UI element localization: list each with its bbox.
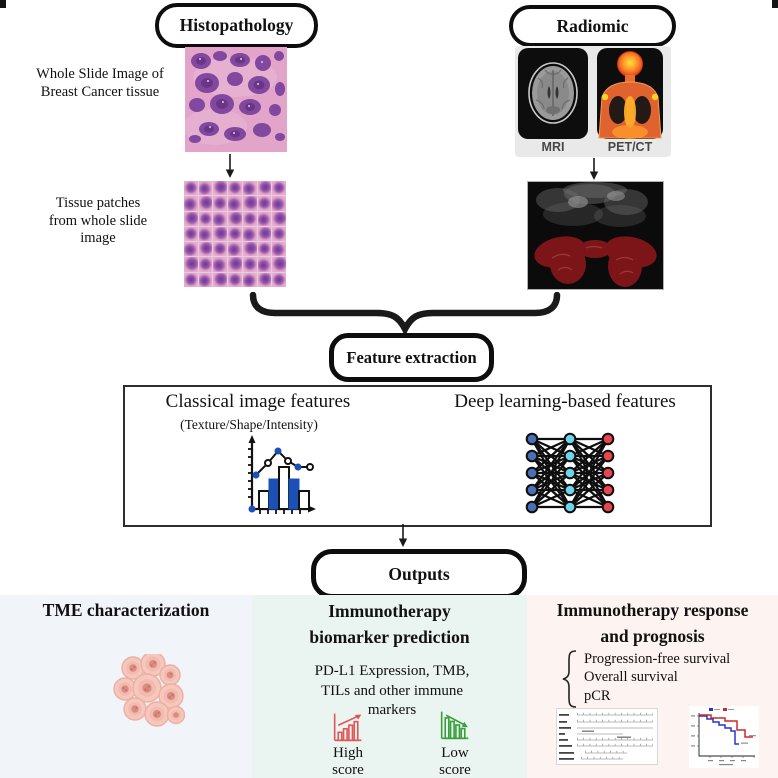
tissue-patch	[272, 242, 286, 256]
wsi-caption-line1: Whole Slide Image of	[36, 66, 164, 82]
tissue-patch	[272, 227, 286, 241]
tissue-patch	[272, 181, 286, 195]
tissue-patch	[258, 212, 272, 226]
feature-extraction-pill	[329, 333, 494, 382]
classical-features-subtitle: (Texture/Shape/Intensity)	[180, 417, 318, 432]
tissue-patch	[243, 181, 257, 195]
patches-caption-line2: from whole slide	[48, 212, 148, 229]
histogram-chart-icon	[240, 433, 322, 517]
neural-network-icon	[522, 430, 618, 516]
tme-panel-title: TME characterization	[42, 600, 210, 620]
classical-features-title: Classical image features	[165, 391, 351, 412]
corner-mark	[772, 0, 778, 8]
segmented-breast-image	[527, 181, 664, 290]
tissue-patch	[243, 227, 257, 241]
tissue-patch	[272, 257, 286, 271]
low-score-icon	[439, 709, 471, 741]
tissue-patch	[213, 273, 227, 287]
feature-extraction-label: Feature extraction	[346, 347, 477, 367]
tissue-patch	[213, 242, 227, 256]
tissue-patch	[184, 181, 198, 195]
tissue-patch	[243, 242, 257, 256]
tissue-patches-image	[184, 181, 286, 287]
tissue-patch	[243, 196, 257, 210]
wsi-caption	[25, 66, 175, 101]
response-panel-title	[530, 597, 775, 649]
patches-caption-line1: Tissue patches	[55, 195, 141, 211]
tissue-patch	[228, 273, 242, 287]
tissue-patch	[258, 227, 272, 241]
mri-label: MRI	[541, 140, 565, 154]
tissue-patch	[258, 257, 272, 271]
tissue-patch	[184, 196, 198, 210]
biomarker-body-line1: PD-L1 Expression, TMB,	[314, 663, 470, 679]
response-title-line2: and prognosis	[600, 626, 705, 646]
radiomic-pill-label: Radiomic	[556, 15, 629, 36]
down-arrow-icon	[397, 524, 409, 548]
histopathology-pill-label: Histopathology	[179, 15, 294, 35]
kaplan-meier-thumbnail	[689, 706, 759, 768]
biomarker-body-line3: markers	[367, 702, 417, 718]
tissue-patch	[228, 257, 242, 271]
response-item: Progression-free survival	[584, 651, 731, 667]
tissue-patch	[184, 242, 198, 256]
pet-ct-body-image	[597, 48, 663, 139]
tissue-patch	[199, 181, 213, 195]
petct-label: PET/CT	[607, 140, 653, 154]
response-title-line1: Immunotherapy response	[556, 600, 749, 620]
deep-features-title: Deep learning-based features	[454, 391, 676, 412]
tissue-patch	[272, 196, 286, 210]
response-item: Overall survival	[584, 669, 678, 685]
histopathology-pill	[155, 3, 318, 48]
biomarker-title-line2: biomarker prediction	[309, 627, 470, 647]
tumor-cells-illustration	[113, 654, 185, 729]
tissue-patch	[213, 227, 227, 241]
biomarker-panel-title	[262, 598, 517, 650]
tissue-patch	[228, 242, 242, 256]
tissue-patch	[243, 212, 257, 226]
high-score-label: High score	[332, 745, 364, 778]
tissue-patch	[213, 181, 227, 195]
tissue-patch	[258, 273, 272, 287]
corner-mark	[0, 0, 6, 8]
outputs-label: Outputs	[388, 563, 450, 584]
tissue-patch	[199, 196, 213, 210]
wsi-histology-image	[185, 47, 287, 152]
outputs-pill	[311, 549, 527, 599]
tissue-patch	[199, 227, 213, 241]
nomogram-thumbnail	[556, 708, 658, 765]
biomarker-body-line2: TILs and other immune	[320, 682, 464, 699]
low-score-label: Low score	[439, 745, 471, 778]
tissue-patch	[243, 257, 257, 271]
converging-brace-icon	[249, 292, 561, 334]
tissue-patch	[272, 212, 286, 226]
response-item: pCR	[584, 688, 611, 704]
tissue-patch	[199, 257, 213, 271]
tissue-patch	[184, 257, 198, 271]
radiomic-pill	[509, 5, 676, 47]
tissue-patch	[199, 273, 213, 287]
tissue-patch	[228, 181, 242, 195]
tissue-patch	[184, 227, 198, 241]
patches-caption	[33, 195, 163, 248]
tissue-patch	[213, 257, 227, 271]
tissue-patch	[272, 273, 286, 287]
down-arrow-icon	[588, 158, 600, 181]
patches-caption-line3: image	[80, 230, 116, 246]
brace-icon	[562, 649, 578, 709]
tissue-patch	[228, 227, 242, 241]
tissue-patch	[213, 196, 227, 210]
high-score-icon	[332, 711, 364, 743]
mri-brain-image	[518, 48, 588, 139]
tissue-patch	[258, 242, 272, 256]
down-arrow-icon	[224, 154, 236, 179]
tissue-patch	[228, 212, 242, 226]
tissue-patch	[199, 242, 213, 256]
tissue-patch	[258, 196, 272, 210]
tissue-patch	[184, 273, 198, 287]
tissue-patch	[184, 212, 198, 226]
tissue-patch	[199, 212, 213, 226]
tissue-patch	[258, 181, 272, 195]
biomarker-title-line1: Immunotherapy	[328, 601, 451, 621]
wsi-caption-line2: Breast Cancer tissue	[40, 83, 160, 100]
tissue-patch	[228, 196, 242, 210]
tissue-patch	[213, 212, 227, 226]
tissue-patch	[243, 273, 257, 287]
